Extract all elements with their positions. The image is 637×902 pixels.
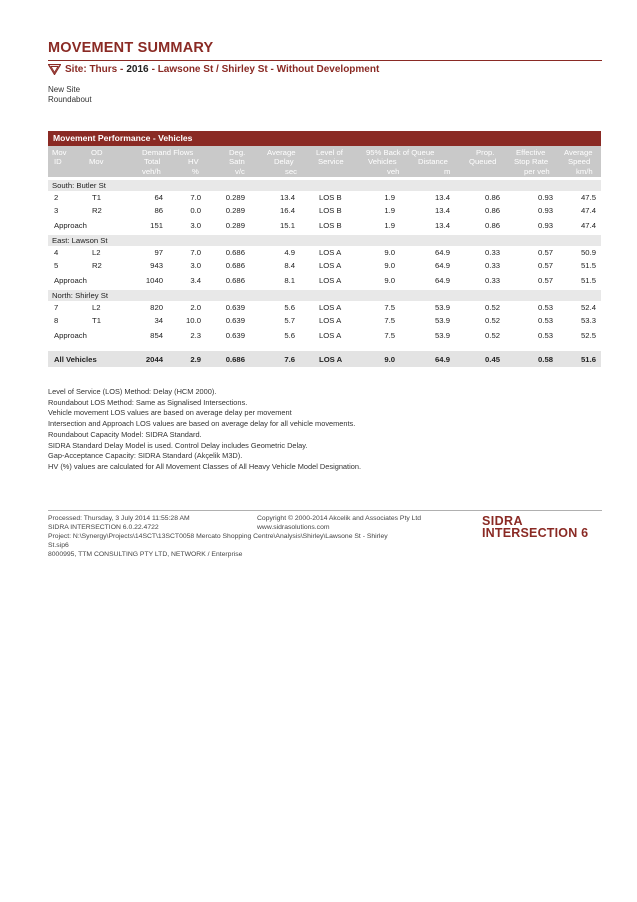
page-title: MOVEMENT SUMMARY [48, 40, 214, 56]
table-cell: 3.0 [190, 221, 201, 230]
table-cell: 7.0 [190, 248, 201, 257]
table-cell: 3.0 [190, 261, 201, 270]
table-cell: 2.9 [190, 355, 201, 364]
all-vehicles-row [48, 351, 601, 367]
table-row [48, 204, 601, 217]
header-prop: Prop. [476, 148, 495, 157]
table-cell: 0.52 [485, 331, 500, 340]
table-cell: 0.86 [485, 206, 500, 215]
table-cell: 86 [154, 206, 163, 215]
table-cell: R2 [92, 261, 102, 270]
table-cell: 51.5 [581, 276, 596, 285]
table-cell: 0.639 [225, 331, 245, 340]
header-veh: veh [387, 167, 400, 176]
table-cell: 1040 [145, 276, 163, 285]
table-cell: 0.86 [485, 193, 500, 202]
header-deg: Deg. [229, 148, 246, 157]
table-cell: 50.9 [581, 248, 596, 257]
table-cell: 4.9 [284, 248, 295, 257]
site-type: New Site [48, 85, 81, 94]
header-average: Average [267, 148, 296, 157]
table-cell: 0.33 [485, 261, 500, 270]
table-cell: 64 [154, 193, 163, 202]
table-cell: 0.639 [225, 303, 245, 312]
table-cell: 854 [150, 331, 163, 340]
table-cell: 7.0 [190, 193, 201, 202]
table-cell: 0.57 [538, 248, 553, 257]
header-delay: Delay [274, 157, 294, 166]
table-title: Movement Performance - Vehicles [48, 131, 601, 146]
table-cell: 5.7 [284, 316, 295, 325]
project-path-cont: St.sip6 [48, 542, 69, 549]
header-level: Level of [316, 148, 343, 157]
table-cell: L2 [92, 303, 101, 312]
table-cell: 0.57 [538, 261, 553, 270]
table-cell: All Vehicles [54, 355, 97, 364]
note-line: HV (%) values are calculated for All Movement Classes of All Heavy Vehicle Model Designation. [48, 461, 362, 471]
header-od: OD [91, 148, 103, 157]
table-cell: 13.4 [435, 206, 450, 215]
table-cell: 64.9 [435, 276, 450, 285]
table-cell: Approach [54, 221, 87, 230]
table-cell: 7.5 [384, 316, 395, 325]
note-line: Level of Service (LOS) Method: Delay (HCM 2000). [48, 387, 217, 396]
control-type: Roundabout [48, 95, 92, 104]
header-satn: Satn [229, 157, 245, 166]
table-cell: 0.33 [485, 276, 500, 285]
header-hv: HV [188, 157, 199, 166]
site-suffix: - Lawsone St / Shirley St - Without Development [151, 64, 380, 75]
table-cell: LOS B [319, 221, 342, 230]
license-info: 8000995, TTM CONSULTING PTY LTD, NETWORK / Enterprise [48, 551, 243, 558]
table-cell: 0.686 [225, 261, 245, 270]
copyright: Copyright © 2000-2014 Akcelik and Associates Pty Ltd [257, 515, 422, 522]
note-line: Roundabout LOS Method: Same as Signalised Intersections. [48, 397, 248, 407]
brand-line-1: SIDRA [482, 514, 523, 528]
notes-block [48, 387, 361, 473]
table-cell: LOS B [319, 193, 342, 202]
table-cell: LOS A [319, 331, 342, 340]
header-total: Total [144, 157, 161, 166]
section-header: North: Shirley St [48, 290, 601, 301]
section-header: South: Butler St [48, 180, 601, 191]
site-heading [48, 64, 379, 75]
table-cell: 7 [54, 303, 59, 312]
table-cell: LOS A [319, 248, 342, 257]
table-cell: 0.639 [225, 316, 245, 325]
table-cell: 64.9 [435, 248, 450, 257]
table-cell: 7.5 [384, 303, 395, 312]
header-od-mov: Mov [89, 157, 104, 166]
table-cell: 151 [150, 221, 163, 230]
table-cell: 2.0 [190, 303, 201, 312]
header-queue: 95% Back of Queue [366, 148, 435, 157]
table-cell: 53.9 [435, 303, 450, 312]
table-cell: Approach [54, 331, 87, 340]
table-row [48, 246, 601, 259]
table-cell: 0.45 [485, 355, 500, 364]
table-row [48, 259, 601, 272]
header-m: m [444, 167, 451, 176]
note-line: SIDRA Standard Delay Model is used. Control Delay includes Geometric Delay. [48, 440, 308, 450]
table-cell: 15.1 [280, 221, 295, 230]
project-path: Project: N:\Synergy\Projects\14SCT\13SCT0058 Mercato Shopping Centre\Analysis\Shirley\Lawsone St - Shirley [48, 533, 388, 540]
table-cell: 64.9 [435, 355, 450, 364]
table-cell: 16.4 [280, 206, 295, 215]
table-cell: 1.9 [384, 193, 395, 202]
table-cell: 51.5 [581, 261, 596, 270]
note-line: Vehicle movement LOS values are based on average delay per movement [48, 408, 292, 418]
table-cell: L2 [92, 248, 101, 257]
approach-row [48, 272, 601, 287]
table-cell: LOS A [319, 276, 342, 285]
table-cell: 0.93 [538, 221, 553, 230]
table-cell: 0.53 [538, 303, 553, 312]
table-cell: 7.5 [384, 331, 395, 340]
table-cell: 34 [154, 316, 163, 325]
table-cell: 52.4 [581, 303, 596, 312]
table-cell: 0.58 [538, 355, 553, 364]
table-cell: 0.53 [538, 331, 553, 340]
site-year: 2016 [126, 64, 149, 75]
header-vehicles: Vehicles [368, 157, 397, 166]
table-cell: 2.3 [190, 331, 201, 340]
table-cell: 0.86 [485, 221, 500, 230]
table-cell: 5.6 [284, 331, 295, 340]
table-cell: 9.0 [384, 355, 395, 364]
table-cell: LOS A [319, 316, 342, 325]
approach-row [48, 217, 601, 232]
table-cell: 0.93 [538, 206, 553, 215]
movement-table [48, 131, 601, 367]
header-vc: v/c [235, 167, 245, 176]
table-cell: T1 [92, 316, 101, 325]
table-cell: LOS A [319, 355, 343, 364]
header-kmh: km/h [576, 167, 593, 176]
header-mov: Mov [52, 148, 67, 157]
table-cell: 13.4 [435, 221, 450, 230]
table-cell: 3 [54, 206, 59, 215]
table-cell: 1.9 [384, 221, 395, 230]
table-cell: 51.6 [581, 355, 596, 364]
table-cell: 0.93 [538, 193, 553, 202]
table-cell: 0.686 [225, 276, 245, 285]
table-cell: 8 [54, 316, 59, 325]
note-line: Gap-Acceptance Capacity: SIDRA Standard (Akçelik M3D). [48, 451, 243, 461]
table-cell: 0.686 [225, 248, 245, 257]
table-cell: 9.0 [384, 261, 395, 270]
site-prefix: Site: Thurs - [65, 64, 124, 75]
website-link[interactable]: www.sidrasolutions.com [257, 524, 330, 531]
software-version: SIDRA INTERSECTION 6.0.22.4722 [48, 524, 159, 531]
table-cell: 10.0 [186, 316, 201, 325]
note-line: Roundabout Capacity Model: SIDRA Standard. [48, 429, 202, 439]
table-cell: 0.0 [190, 206, 201, 215]
table-header [48, 146, 601, 177]
table-cell: 1.9 [384, 206, 395, 215]
table-cell: LOS A [319, 303, 342, 312]
header-average-speed: Average [564, 148, 593, 157]
header-queued: Queued [469, 157, 497, 166]
table-cell: 7.6 [284, 355, 295, 364]
table-cell: 53.9 [435, 331, 450, 340]
table-row [48, 314, 601, 327]
table-cell: R2 [92, 206, 102, 215]
table-cell: 97 [154, 248, 163, 257]
footer-divider [48, 510, 602, 511]
header-stop-rate: Stop Rate [514, 157, 549, 166]
table-cell: 0.686 [225, 355, 245, 364]
table-cell: 64.9 [435, 261, 450, 270]
table-cell: 5.6 [284, 303, 295, 312]
table-cell: 47.4 [581, 206, 596, 215]
table-cell: 0.33 [485, 248, 500, 257]
table-cell: 13.4 [280, 193, 295, 202]
table-cell: 0.53 [538, 316, 553, 325]
header-vehh: veh/h [142, 167, 161, 176]
table-cell: 0.52 [485, 303, 500, 312]
table-cell: 2 [54, 193, 59, 202]
table-cell: 8.4 [284, 261, 295, 270]
table-row [48, 301, 601, 314]
table-cell: Approach [54, 276, 87, 285]
table-cell: 0.289 [225, 221, 245, 230]
table-cell: 8.1 [284, 276, 295, 285]
table-cell: 9.0 [384, 276, 395, 285]
note-line: Intersection and Approach LOS values are based on average delay for all vehicle movements. [48, 419, 356, 429]
sidra-logo [482, 514, 588, 540]
header-pct: % [192, 167, 199, 176]
table-cell: 53.3 [581, 316, 596, 325]
table-cell: 47.5 [581, 193, 596, 202]
table-cell: 5 [54, 261, 59, 270]
table-cell: 47.4 [581, 221, 596, 230]
header-distance: Distance [418, 157, 448, 166]
table-body [48, 180, 601, 367]
table-cell: LOS A [319, 261, 342, 270]
table-cell: 3.4 [190, 276, 201, 285]
table-cell: LOS B [319, 206, 342, 215]
header-id: ID [54, 157, 62, 166]
table-cell: 0.289 [225, 206, 245, 215]
header-demand: Demand Flows [142, 148, 194, 157]
header-speed: Speed [568, 157, 591, 166]
table-cell: 0.57 [538, 276, 553, 285]
table-cell: 13.4 [435, 193, 450, 202]
header-sec: sec [285, 167, 297, 176]
table-cell: 943 [150, 261, 163, 270]
table-cell: 9.0 [384, 248, 395, 257]
table-cell: 4 [54, 248, 59, 257]
table-cell: 53.9 [435, 316, 450, 325]
table-cell: 2044 [145, 355, 163, 364]
table-cell: 0.52 [485, 316, 500, 325]
table-cell: 0.289 [225, 193, 245, 202]
header-service: Service [318, 157, 344, 166]
table-cell: 820 [150, 303, 163, 312]
section-header: East: Lawson St [48, 235, 601, 246]
header-per-veh: per veh [524, 167, 550, 176]
header-effective: Effective [516, 148, 546, 157]
table-cell: 52.5 [581, 331, 596, 340]
approach-row [48, 327, 601, 342]
title-divider [48, 60, 602, 61]
table-row [48, 191, 601, 204]
processed-date: Processed: Thursday, 3 July 2014 11:55:28 AM [48, 515, 190, 522]
table-cell: T1 [92, 193, 101, 202]
site-warning-icon [48, 64, 61, 75]
brand-line-2: INTERSECTION 6 [482, 526, 589, 540]
